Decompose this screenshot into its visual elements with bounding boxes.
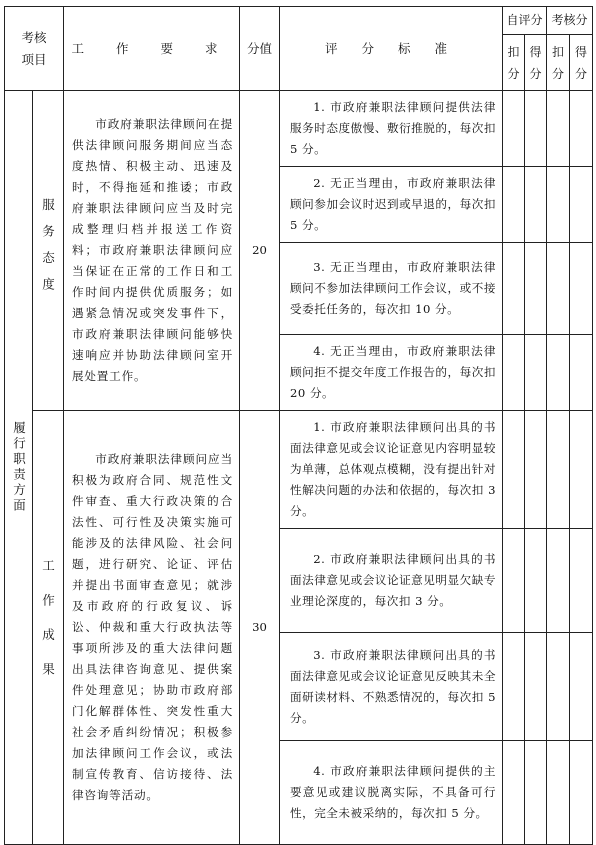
header-item (5, 7, 64, 91)
score-entry-cell[interactable] (570, 411, 593, 529)
header-standard: 评 分 标 准 (280, 7, 503, 91)
header-item-text: 考核项目 (21, 29, 47, 67)
score-entry-cell[interactable] (503, 741, 525, 845)
category-cell (5, 91, 33, 845)
score-entry-cell[interactable] (547, 411, 570, 529)
score-entry-cell[interactable] (570, 741, 593, 845)
score-entry-cell[interactable] (547, 167, 570, 243)
score-entry-cell[interactable] (570, 167, 593, 243)
standard-text: 1. 市政府兼职法律顾问出具的书面法律意见或会议论证意见内容明显较为单薄，总体观点模糊，没有提出针对性解决问题的办法和依据的，每次扣 3 分。 (280, 411, 503, 529)
category-label: 履行职责方面 (11, 421, 27, 514)
standard-text: 2. 市政府兼职法律顾问出具的书面法律意见或会议论证意见明显欠缺专业理论深度的，每次扣 3 分。 (280, 529, 503, 633)
table-row (5, 411, 593, 529)
standard-text: 2. 无正当理由，市政府兼职法律顾问参加会议时迟到或早退的，每次扣 5 分。 (280, 167, 503, 243)
score-entry-cell[interactable] (547, 335, 570, 411)
table-row (5, 91, 593, 167)
score-entry-cell[interactable] (525, 411, 547, 529)
header-exam-score: 考核分 (547, 7, 593, 35)
standard-text: 4. 无正当理由，市政府兼职法律顾问拒不提交年度工作报告的，每次扣 20 分。 (280, 335, 503, 411)
score-entry-cell[interactable] (503, 633, 525, 741)
score-entry-cell[interactable] (570, 91, 593, 167)
score-entry-cell[interactable] (547, 741, 570, 845)
score-entry-cell[interactable] (547, 243, 570, 335)
score-entry-cell[interactable] (503, 411, 525, 529)
header-self-earned-text: 得分 (529, 44, 542, 81)
score-entry-cell[interactable] (547, 529, 570, 633)
score-entry-cell[interactable] (525, 91, 547, 167)
header-self-eval: 自评分 (503, 7, 547, 35)
score-entry-cell[interactable] (570, 335, 593, 411)
score-entry-cell[interactable] (503, 243, 525, 335)
score-entry-cell[interactable] (503, 335, 525, 411)
score-entry-cell[interactable] (570, 633, 593, 741)
score-entry-cell[interactable] (525, 335, 547, 411)
sub-item-label: 服务态度 (40, 197, 56, 304)
sub-item-label: 工作成果 (40, 558, 56, 697)
score-entry-cell[interactable] (503, 529, 525, 633)
header-self-earned (525, 35, 547, 91)
standard-text: 3. 无正当理由，市政府兼职法律顾问不参加法律顾问工作会议，或不接受委托任务的，每次扣 10 分。 (280, 243, 503, 335)
header-exam-earned (570, 35, 593, 91)
header-self-deduct (503, 35, 525, 91)
requirement-text: 市政府兼职法律顾问在提供法律顾问服务期间应当态度热情、积极主动、迅速及时，不得拖延和推诿；市政府兼职法律顾问应当及时完成整理归档并报送工作资料；市政府兼职法律顾问应当保证在正常的工作日和工作时间内提供优质服务；如遇紧急情况或突发事件下，市政府兼职法律顾问能够快速响应并协助法律顾问室开展处置工作。 (64, 91, 240, 411)
header-score: 分值 (240, 7, 280, 91)
score-entry-cell[interactable] (525, 633, 547, 741)
header-self-deduct-text: 扣分 (507, 44, 520, 81)
score-entry-cell[interactable] (525, 243, 547, 335)
header-exam-deduct (547, 35, 570, 91)
score-entry-cell[interactable] (503, 91, 525, 167)
evaluation-table (4, 6, 593, 845)
score-value: 30 (240, 411, 280, 845)
header-exam-deduct-text: 扣分 (552, 44, 565, 81)
score-entry-cell[interactable] (503, 167, 525, 243)
standard-text: 3. 市政府兼职法律顾问出具的书面法律意见或会议论证意见反映其未全面研读材料、不熟悉情况的，每次扣 5 分。 (280, 633, 503, 741)
score-entry-cell[interactable] (525, 529, 547, 633)
sub-item-cell-1 (33, 91, 64, 411)
header-exam-earned-text: 得分 (575, 44, 588, 81)
standard-text: 1. 市政府兼职法律顾问提供法律服务时态度傲慢、敷衍推脱的，每次扣 5 分。 (280, 91, 503, 167)
standard-text: 4. 市政府兼职法律顾问提供的主要意见或建议脱离实际，不具备可行性，完全未被采纳的，每次扣 5 分。 (280, 741, 503, 845)
score-entry-cell[interactable] (570, 529, 593, 633)
score-entry-cell[interactable] (570, 243, 593, 335)
sub-item-cell-2 (33, 411, 64, 845)
score-entry-cell[interactable] (525, 167, 547, 243)
score-entry-cell[interactable] (547, 633, 570, 741)
requirement-text: 市政府兼职法律顾问应当积极为政府合同、规范性文件审查、重大行政决策的合法性、可行性及决策实施可能涉及的法律风险、社会问题，进行研究、论证、评估并提出书面审查意见；就涉及市政府的行政复议、诉讼、仲裁和重大行政执法等事项所涉及的重大法律问题出具法律咨询意见、提供案件处理意见；协助市政府部门化解群体性、突发性重大社会矛盾纠纷情况；积极参加法律顾问工作会议，或法制宣传教育、信访接待、法律咨询等活动。 (64, 411, 240, 845)
score-entry-cell[interactable] (547, 91, 570, 167)
score-value: 20 (240, 91, 280, 411)
score-entry-cell[interactable] (525, 741, 547, 845)
header-requirement: 工 作 要 求 (64, 7, 240, 91)
